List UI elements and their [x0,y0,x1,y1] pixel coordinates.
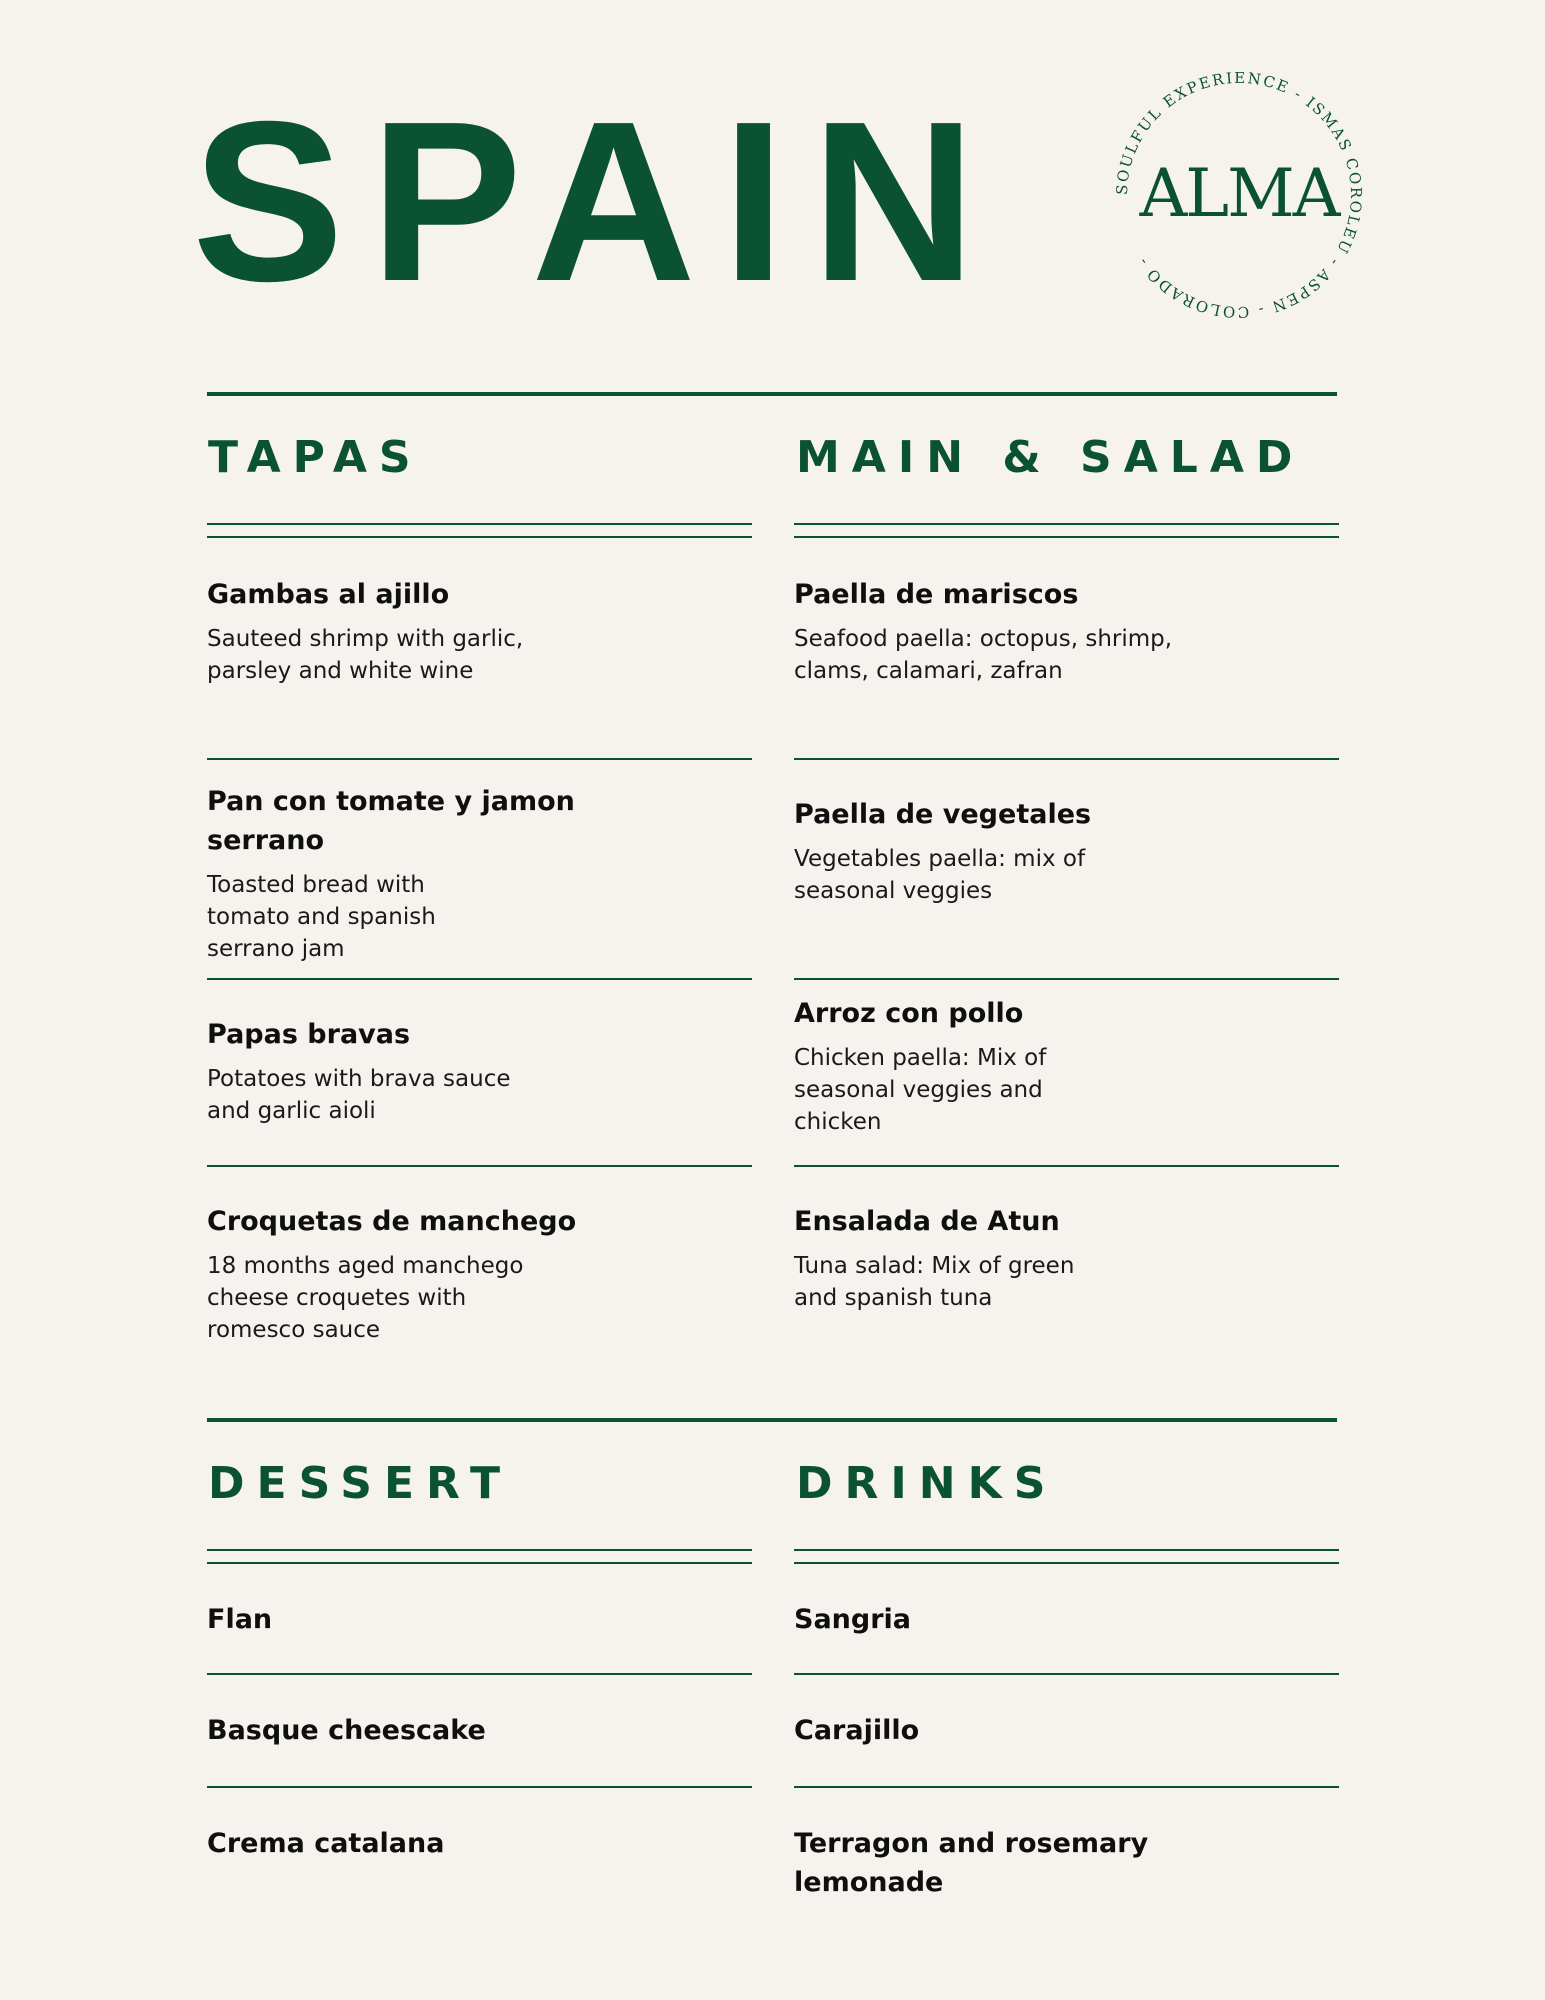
menu-item [794,575,1254,687]
menu-item-desc: Sauteed shrimp with garlic, parsley and white wine [207,626,524,684]
menu-item-desc: Toasted bread with tomato and spanish serrano jam [207,872,436,962]
divider [207,1786,752,1788]
divider [794,1673,1339,1675]
menu-item [207,1600,667,1639]
divider [794,1549,1339,1551]
section-heading-dessert: DESSERT [208,1458,512,1509]
menu-item-name: Flan [207,1604,273,1635]
menu-item-name: Paella de vegetales [794,799,1092,830]
divider [207,1165,752,1167]
divider [207,758,752,760]
menu-item [794,1202,1254,1314]
section-heading-tapas: TAPAS [208,432,423,483]
menu-item-desc: Potatoes with brava sauce and garlic aioli [207,1066,511,1124]
divider [794,1165,1339,1167]
divider [207,1418,1337,1422]
menu-item-name: Papas bravas [207,1019,411,1050]
menu-item-name: Carajillo [794,1715,920,1746]
menu-item [207,1711,667,1750]
divider [794,523,1339,525]
divider [794,536,1339,538]
menu-item-desc: Vegetables paella: mix of seasonal veggies [794,846,1086,904]
alma-logo [1098,54,1380,336]
menu-item-name: Basque cheescake [207,1715,486,1746]
divider [207,978,752,980]
section-heading-drinks: DRINKS [796,1458,1058,1509]
menu-item-name: Terragon and rosemary lemonade [794,1828,1149,1898]
menu-item-name: Crema catalana [207,1828,445,1859]
page-title: SPAIN [192,75,1002,329]
menu-item-desc: Tuna salad: Mix of green and spanish tuna [794,1253,1075,1311]
menu-item-desc: Seafood paella: octopus, shrimp, clams, calamari, zafran [794,626,1173,684]
menu-item-name: Gambas al ajillo [207,579,450,610]
menu-item [207,1824,667,1863]
menu-item [794,1600,1254,1639]
divider [794,758,1339,760]
menu-item-name: Pan con tomate y jamon serrano [207,786,575,856]
divider [207,523,752,525]
divider [794,1562,1339,1564]
divider [794,1786,1339,1788]
menu-item [794,1711,1254,1750]
menu-item [207,782,667,965]
menu-item-name: Croquetas de manchego [207,1206,577,1237]
divider [207,1549,752,1551]
menu-item-name: Arroz con pollo [794,998,1024,1029]
menu-item [207,575,667,687]
menu-item-desc: 18 months aged manchego cheese croquetes with romesco sauce [207,1253,524,1343]
menu-item-desc: Chicken paella: Mix of seasonal veggies and chicken [794,1045,1047,1135]
logo-ring-text: SOULFUL EXPERIENCE - ISMAS COROLEU - ASPEN - COLORADO - [1112,68,1366,322]
divider [207,392,1337,396]
menu-item-name: Sangria [794,1604,912,1635]
menu-item-name: Ensalada de Atun [794,1206,1060,1237]
section-heading-main: MAIN & SALAD [796,432,1305,483]
menu-item [207,1202,667,1346]
menu-item-name: Paella de mariscos [794,579,1079,610]
menu-item [794,795,1254,907]
menu-item [794,1824,1254,1902]
divider [794,978,1339,980]
divider [207,1562,752,1564]
menu-item [794,994,1254,1138]
logo-wordmark: ALMA [1139,155,1339,232]
menu-item [207,1015,667,1127]
divider [207,536,752,538]
divider [207,1673,752,1675]
